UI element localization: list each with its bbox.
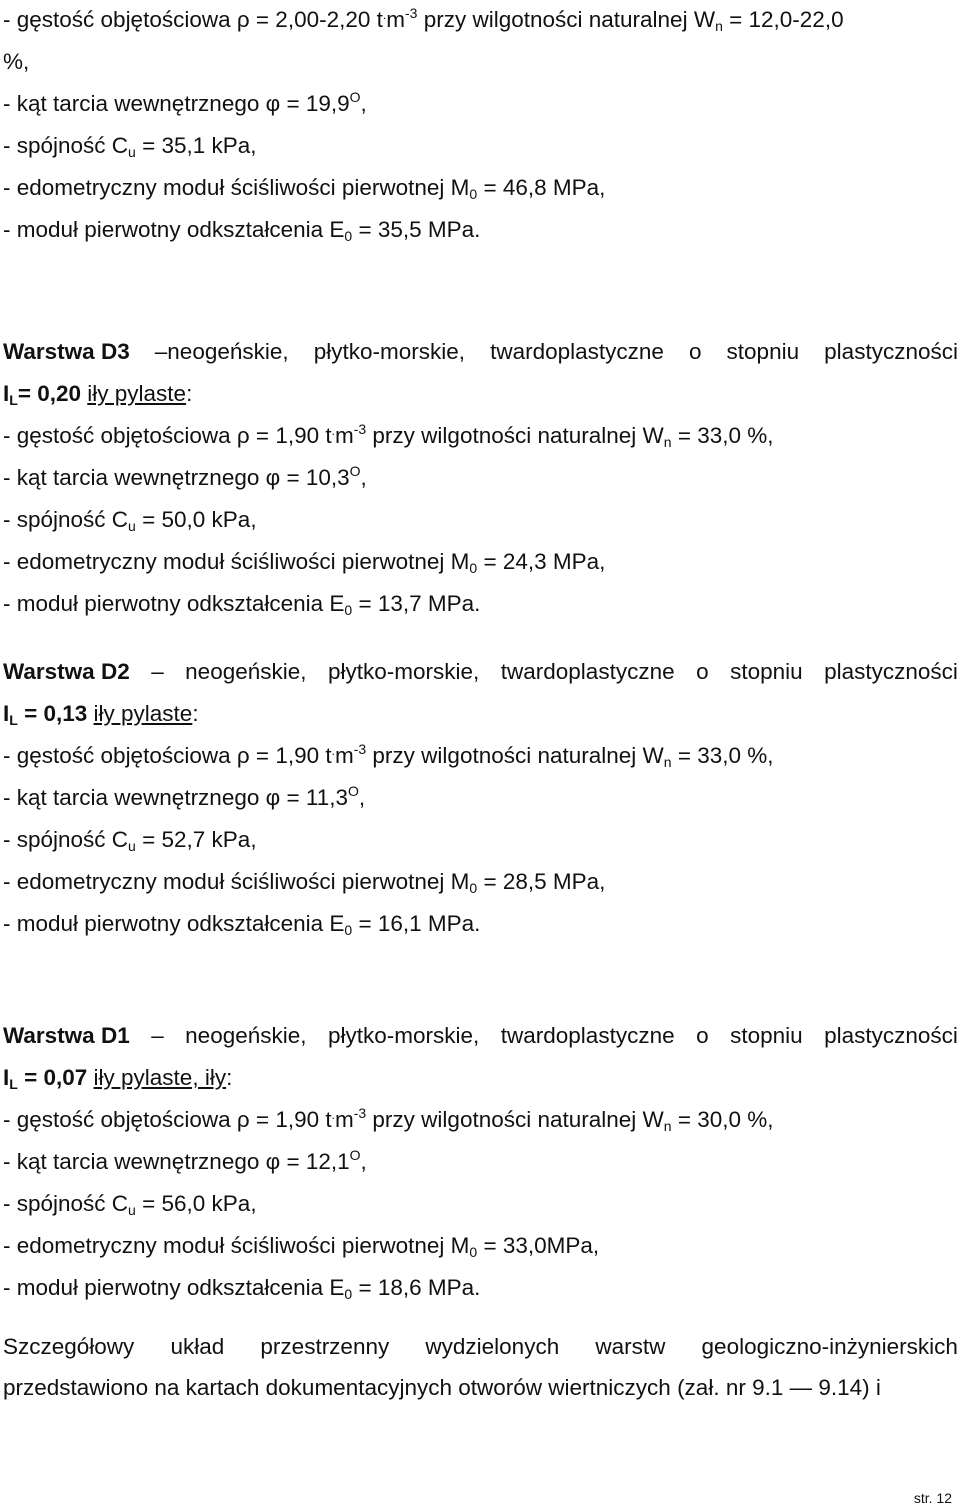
- moisture-value: 33,0: [697, 423, 742, 448]
- layer-modulus-e-line: - moduł pierwotny odkształcenia $E_0 = 13,7$ MPa.: [3, 591, 481, 618]
- layer-density-line: - gęstość objętościowa ρ = 1,90 $t^.m^{-3}$ przy wilgotności naturalnej $W_n = 33,0$ %,: [3, 421, 774, 450]
- soil-type: iły pylaste: [87, 381, 187, 406]
- intro-density-text: - gęstość objętościowa ρ = 2,00-2,20 t: [3, 7, 383, 32]
- heading-word: –neogeńskie,: [154, 339, 289, 364]
- density-value: 1,90: [275, 743, 320, 768]
- layer-modulus-e-line: - moduł pierwotny odkształcenia $E_0 = 16,1$ MPa.: [3, 911, 481, 938]
- cohesion-value: 52,7: [161, 827, 206, 852]
- layer-modulus-m-line: - edometryczny moduł ściśliwości pierwotnej $M_0 = 28,5$ MPa,: [3, 869, 606, 896]
- page-number: str. 12: [913, 1490, 952, 1506]
- heading-word: neogeńskie,: [185, 1023, 307, 1048]
- layer-il-line: $I_L = 0,13$ iły pylaste:: [3, 701, 199, 728]
- heading-word: o: [696, 1023, 709, 1048]
- closing-word: wydzielonych: [425, 1334, 560, 1359]
- heading-word: stopniu: [730, 1023, 803, 1048]
- intro-deformation-line: - moduł pierwotny odkształcenia $E_0 = 35,5$ MPa.: [3, 217, 481, 244]
- layer-angle-line: - kąt tarcia wewnętrznego $\varphi = 12,1^O$,: [3, 1147, 367, 1174]
- layer-heading: [3, 338, 958, 366]
- layer-il-line: $I_L= 0,20$ iły pylaste:: [3, 381, 193, 408]
- heading-word: neogeńskie,: [185, 659, 307, 684]
- heading-word: twardoplastyczne: [490, 339, 664, 364]
- intro-density-cont: %,: [3, 49, 30, 74]
- closing-word: układ: [170, 1334, 225, 1359]
- layer-section-d1: [0, 1022, 960, 1312]
- modulus-m-value: 33,0: [502, 1233, 547, 1258]
- layer-section-d3: [0, 338, 960, 628]
- closing-word: przestrzenny: [260, 1334, 390, 1359]
- layer-modulus-m-line: - edometryczny moduł ściśliwości pierwotnej $M_0 = 24,3$ MPa,: [3, 549, 606, 576]
- closing-word: Szczegółowy: [3, 1334, 135, 1359]
- intro-angle-line: - kąt tarcia wewnętrznego $\varphi = 19,9^O$,: [3, 89, 367, 116]
- plasticity-index: $I_L = 0,07$: [3, 1065, 88, 1092]
- layer-name: Warstwa D3: [3, 339, 130, 364]
- moisture-value: 33,0: [697, 743, 742, 768]
- modulus-m-value: 28,5: [502, 869, 547, 894]
- layer-angle-line: - kąt tarcia wewnętrznego $\varphi = 10,3^O$,: [3, 463, 367, 490]
- cohesion-value: 56,0: [161, 1191, 206, 1216]
- layer-modulus-m-line: - edometryczny moduł ściśliwości pierwotnej $M_0 = 33,0MPa$,: [3, 1233, 600, 1260]
- closing-word: geologiczno-inżynierskich: [701, 1334, 958, 1359]
- plasticity-index: $I_L= 0,20$: [3, 381, 82, 408]
- layer-name: Warstwa D1: [3, 1023, 130, 1048]
- intro-density-line: - gęstość objętościowa ρ = 2,00-2,20 $t^.m^{-3}$ przy wilgotności naturalnej $W_n = 12,0-22,0$: [3, 5, 844, 34]
- layer-heading: [3, 1022, 958, 1050]
- heading-word: o: [688, 339, 702, 364]
- heading-word: plastyczności: [824, 1023, 958, 1048]
- heading-word: stopniu: [726, 339, 800, 364]
- layer-angle-line: - kąt tarcia wewnętrznego $\varphi = 11,3^O$,: [3, 783, 366, 810]
- layer-cohesion-line: - spójność $C_u = 50,0$ kPa,: [3, 507, 257, 534]
- modulus-e-value: 13,7: [377, 591, 422, 616]
- heading-word: stopniu: [730, 659, 803, 684]
- closing-line-2: przedstawiono na kartach dokumentacyjnych otworów wiertniczych (zał. nr 9.1 — 9.14) i: [3, 1375, 881, 1400]
- heading-word: twardoplastyczne: [500, 1023, 675, 1048]
- layer-heading: [3, 658, 958, 686]
- closing-word: warstw: [595, 1334, 666, 1359]
- density-value: 1,90: [275, 423, 320, 448]
- layer-section-d2: [0, 658, 960, 948]
- layer-cohesion-line: - spójność $C_u = 56,0$ kPa,: [3, 1191, 257, 1218]
- heading-word: płytko-morskie,: [328, 659, 480, 684]
- layer-name: Warstwa D2: [3, 659, 130, 684]
- modulus-m-value: 24,3: [502, 549, 547, 574]
- heading-word: twardoplastyczne: [500, 659, 675, 684]
- layer-density-line: - gęstość objętościowa ρ = 1,90 $t^.m^{-3}$ przy wilgotności naturalnej $W_n = 30,0$ %,: [3, 1105, 774, 1134]
- heading-word: –: [151, 1023, 164, 1048]
- layer-cohesion-line: - spójność $C_u = 52,7$ kPa,: [3, 827, 257, 854]
- density-value: 1,90: [275, 1107, 320, 1132]
- heading-word: płytko-morskie,: [328, 1023, 480, 1048]
- angle-value: 11,3: [305, 785, 348, 810]
- soil-type: iły pylaste, iły: [93, 1065, 227, 1090]
- heading-word: plastyczności: [824, 339, 958, 364]
- heading-word: –: [151, 659, 164, 684]
- cohesion-value: 50,0: [161, 507, 206, 532]
- angle-value: 12,1: [305, 1149, 350, 1174]
- intro-modulus-line: - edometryczny moduł ściśliwości pierwotnej $M_0 = 46,8$ MPa,: [3, 175, 606, 202]
- layer-density-line: - gęstość objętościowa ρ = 1,90 $t^.m^{-3}$ przy wilgotności naturalnej $W_n = 33,0$ %,: [3, 741, 774, 770]
- closing-line-1: [3, 1333, 958, 1361]
- moisture-value: 30,0: [697, 1107, 742, 1132]
- layer-il-line: $I_L = 0,07$ iły pylaste, iły:: [3, 1065, 233, 1092]
- heading-word: płytko-morskie,: [313, 339, 465, 364]
- modulus-e-value: 18,6: [377, 1275, 422, 1300]
- plasticity-index: $I_L = 0,13$: [3, 701, 88, 728]
- soil-type: iły pylaste: [93, 701, 193, 726]
- modulus-e-value: 16,1: [377, 911, 422, 936]
- intro-cohesion-line: - spójność $C_u = 35,1$ kPa,: [3, 133, 257, 160]
- heading-word: plastyczności: [824, 659, 958, 684]
- heading-word: o: [696, 659, 709, 684]
- layer-modulus-e-line: - moduł pierwotny odkształcenia $E_0 = 18,6$ MPa.: [3, 1275, 481, 1302]
- angle-value: 10,3: [305, 465, 350, 490]
